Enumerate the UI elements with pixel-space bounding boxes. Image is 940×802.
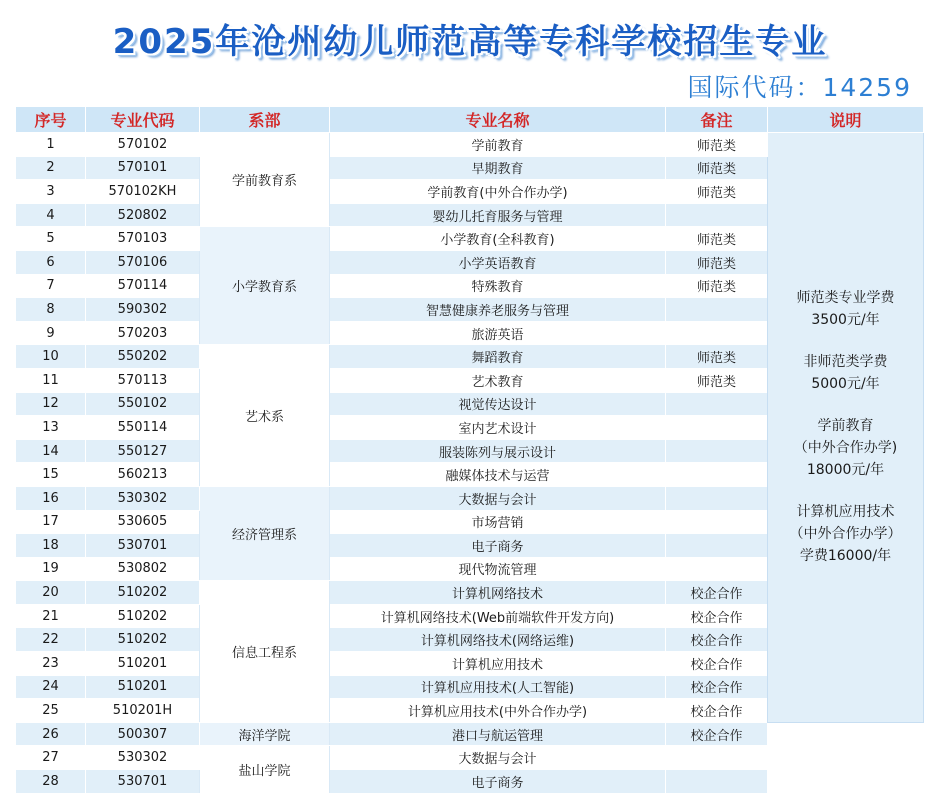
explain-line: （中外合作办学） (789, 526, 902, 543)
cell-name: 计算机网络技术(网络运维) (330, 628, 666, 652)
cell-name: 现代物流管理 (330, 557, 666, 581)
cell-code: 550202 (86, 345, 200, 369)
cell-seq: 24 (16, 675, 86, 699)
header-name: 专业名称 (330, 107, 666, 133)
explain-block (797, 287, 895, 331)
cell-remark: 师范类 (666, 345, 768, 369)
cell-seq: 26 (16, 722, 86, 746)
cell-remark: 师范类 (666, 250, 768, 274)
cell-name: 计算机应用技术 (330, 652, 666, 676)
cell-remark (666, 746, 768, 770)
explain-line: 非师范类学费 (803, 354, 888, 371)
cell-remark (666, 557, 768, 581)
cell-seq: 9 (16, 321, 86, 345)
explain-block (794, 415, 897, 481)
cell-remark: 师范类 (666, 274, 768, 298)
cell-remark: 校企合作 (666, 699, 768, 723)
cell-seq: 15 (16, 463, 86, 487)
explain-line: （中外合作办学) (793, 440, 898, 457)
cell-name: 融媒体技术与运营 (330, 463, 666, 487)
cell-remark (666, 770, 768, 794)
cell-name: 早期教育 (330, 156, 666, 180)
cell-remark: 师范类 (666, 368, 768, 392)
cell-remark: 校企合作 (666, 628, 768, 652)
cell-dept: 经济管理系 (200, 486, 330, 580)
cell-seq: 7 (16, 274, 86, 298)
explain-blank-cell (768, 722, 924, 793)
cell-code: 530605 (86, 510, 200, 534)
explain-line: 师范类专业学费 (796, 290, 895, 307)
cell-seq: 22 (16, 628, 86, 652)
cell-code: 570102KH (86, 180, 200, 204)
cell-remark: 师范类 (666, 180, 768, 204)
cell-remark: 校企合作 (666, 722, 768, 746)
cell-seq: 20 (16, 581, 86, 605)
explain-line: 计算机应用技术 (796, 504, 895, 521)
cell-code: 510201 (86, 652, 200, 676)
explain-notes (768, 287, 923, 567)
explain-line: 3500元/年 (811, 312, 880, 329)
table-header-row (16, 107, 924, 133)
majors-table (15, 106, 924, 794)
header-seq: 序号 (16, 107, 86, 133)
cell-seq: 5 (16, 227, 86, 251)
cell-seq: 21 (16, 604, 86, 628)
explain-block (790, 501, 902, 567)
cell-seq: 11 (16, 368, 86, 392)
cell-seq: 1 (16, 133, 86, 157)
cell-remark (666, 486, 768, 510)
cell-remark: 校企合作 (666, 652, 768, 676)
cell-remark (666, 392, 768, 416)
cell-name: 计算机网络技术 (330, 581, 666, 605)
cell-code: 570106 (86, 250, 200, 274)
cell-code: 530802 (86, 557, 200, 581)
cell-code: 570113 (86, 368, 200, 392)
cell-name: 电子商务 (330, 770, 666, 794)
cell-code: 570203 (86, 321, 200, 345)
cell-seq: 19 (16, 557, 86, 581)
cell-seq: 27 (16, 746, 86, 770)
cell-code: 550127 (86, 439, 200, 463)
cell-remark (666, 439, 768, 463)
cell-name: 学前教育(中外合作办学) (330, 180, 666, 204)
cell-code: 560213 (86, 463, 200, 487)
cell-code: 510201H (86, 699, 200, 723)
cell-dept: 学前教育系 (200, 133, 330, 227)
cell-remark (666, 298, 768, 322)
cell-seq: 14 (16, 439, 86, 463)
cell-code: 510202 (86, 581, 200, 605)
cell-name: 计算机应用技术(中外合作办学) (330, 699, 666, 723)
cell-remark: 师范类 (666, 227, 768, 251)
cell-name: 港口与航运管理 (330, 722, 666, 746)
cell-seq: 12 (16, 392, 86, 416)
cell-code: 530302 (86, 746, 200, 770)
cell-code: 510202 (86, 604, 200, 628)
cell-seq: 16 (16, 486, 86, 510)
cell-dept: 盐山学院 (200, 746, 330, 793)
header-dept: 系部 (200, 107, 330, 133)
cell-name: 市场营销 (330, 510, 666, 534)
cell-remark: 校企合作 (666, 581, 768, 605)
header-code: 专业代码 (86, 107, 200, 133)
explain-cell (768, 133, 924, 723)
cell-name: 服装陈列与展示设计 (330, 439, 666, 463)
cell-name: 学前教育 (330, 133, 666, 157)
cell-name: 旅游英语 (330, 321, 666, 345)
cell-remark (666, 463, 768, 487)
table-row (16, 722, 924, 746)
cell-name: 婴幼儿托育服务与管理 (330, 203, 666, 227)
header-explain: 说明 (768, 107, 924, 133)
cell-code: 500307 (86, 722, 200, 746)
cell-seq: 18 (16, 534, 86, 558)
cell-name: 计算机应用技术(人工智能) (330, 675, 666, 699)
cell-code: 530302 (86, 486, 200, 510)
cell-name: 视觉传达设计 (330, 392, 666, 416)
cell-seq: 4 (16, 203, 86, 227)
cell-name: 艺术教育 (330, 368, 666, 392)
cell-remark: 校企合作 (666, 675, 768, 699)
cell-code: 570103 (86, 227, 200, 251)
cell-code: 510202 (86, 628, 200, 652)
cell-name: 舞蹈教育 (330, 345, 666, 369)
explain-line: 18000元/年 (806, 462, 885, 479)
cell-name: 室内艺术设计 (330, 416, 666, 440)
header-remark: 备注 (666, 107, 768, 133)
explain-line: 学前教育 (817, 418, 874, 435)
cell-name: 大数据与会计 (330, 486, 666, 510)
cell-remark (666, 321, 768, 345)
cell-remark: 师范类 (666, 133, 768, 157)
explain-block (804, 351, 888, 395)
cell-dept: 艺术系 (200, 345, 330, 487)
cell-name: 小学教育(全科教育) (330, 227, 666, 251)
cell-code: 520802 (86, 203, 200, 227)
cell-seq: 17 (16, 510, 86, 534)
cell-seq: 25 (16, 699, 86, 723)
cell-name: 小学英语教育 (330, 250, 666, 274)
cell-name: 特殊教育 (330, 274, 666, 298)
cell-code: 530701 (86, 770, 200, 794)
cell-remark (666, 203, 768, 227)
cell-seq: 10 (16, 345, 86, 369)
cell-name: 电子商务 (330, 534, 666, 558)
cell-code: 550102 (86, 392, 200, 416)
cell-seq: 6 (16, 250, 86, 274)
cell-code: 510201 (86, 675, 200, 699)
cell-seq: 3 (16, 180, 86, 204)
cell-code: 550114 (86, 416, 200, 440)
cell-remark (666, 534, 768, 558)
cell-dept: 信息工程系 (200, 581, 330, 723)
page-title: 2025年沧州幼儿师范高等专科学校招生专业 (112, 22, 828, 62)
cell-dept: 小学教育系 (200, 227, 330, 345)
cell-seq: 28 (16, 770, 86, 794)
cell-remark: 师范类 (666, 156, 768, 180)
cell-seq: 23 (16, 652, 86, 676)
international-code: 国际代码：14259 (687, 73, 912, 102)
cell-remark (666, 416, 768, 440)
cell-name: 大数据与会计 (330, 746, 666, 770)
cell-code: 570102 (86, 133, 200, 157)
explain-line: 学费16000/年 (799, 548, 892, 565)
table-row (16, 133, 924, 157)
explain-line: 5000元/年 (811, 376, 880, 393)
cell-seq: 8 (16, 298, 86, 322)
cell-seq: 13 (16, 416, 86, 440)
cell-code: 590302 (86, 298, 200, 322)
cell-seq: 2 (16, 156, 86, 180)
cell-name: 计算机网络技术(Web前端软件开发方向) (330, 604, 666, 628)
cell-code: 530701 (86, 534, 200, 558)
cell-remark (666, 510, 768, 534)
cell-code: 570101 (86, 156, 200, 180)
cell-name: 智慧健康养老服务与管理 (330, 298, 666, 322)
cell-remark: 校企合作 (666, 604, 768, 628)
cell-dept: 海洋学院 (200, 722, 330, 746)
cell-code: 570114 (86, 274, 200, 298)
